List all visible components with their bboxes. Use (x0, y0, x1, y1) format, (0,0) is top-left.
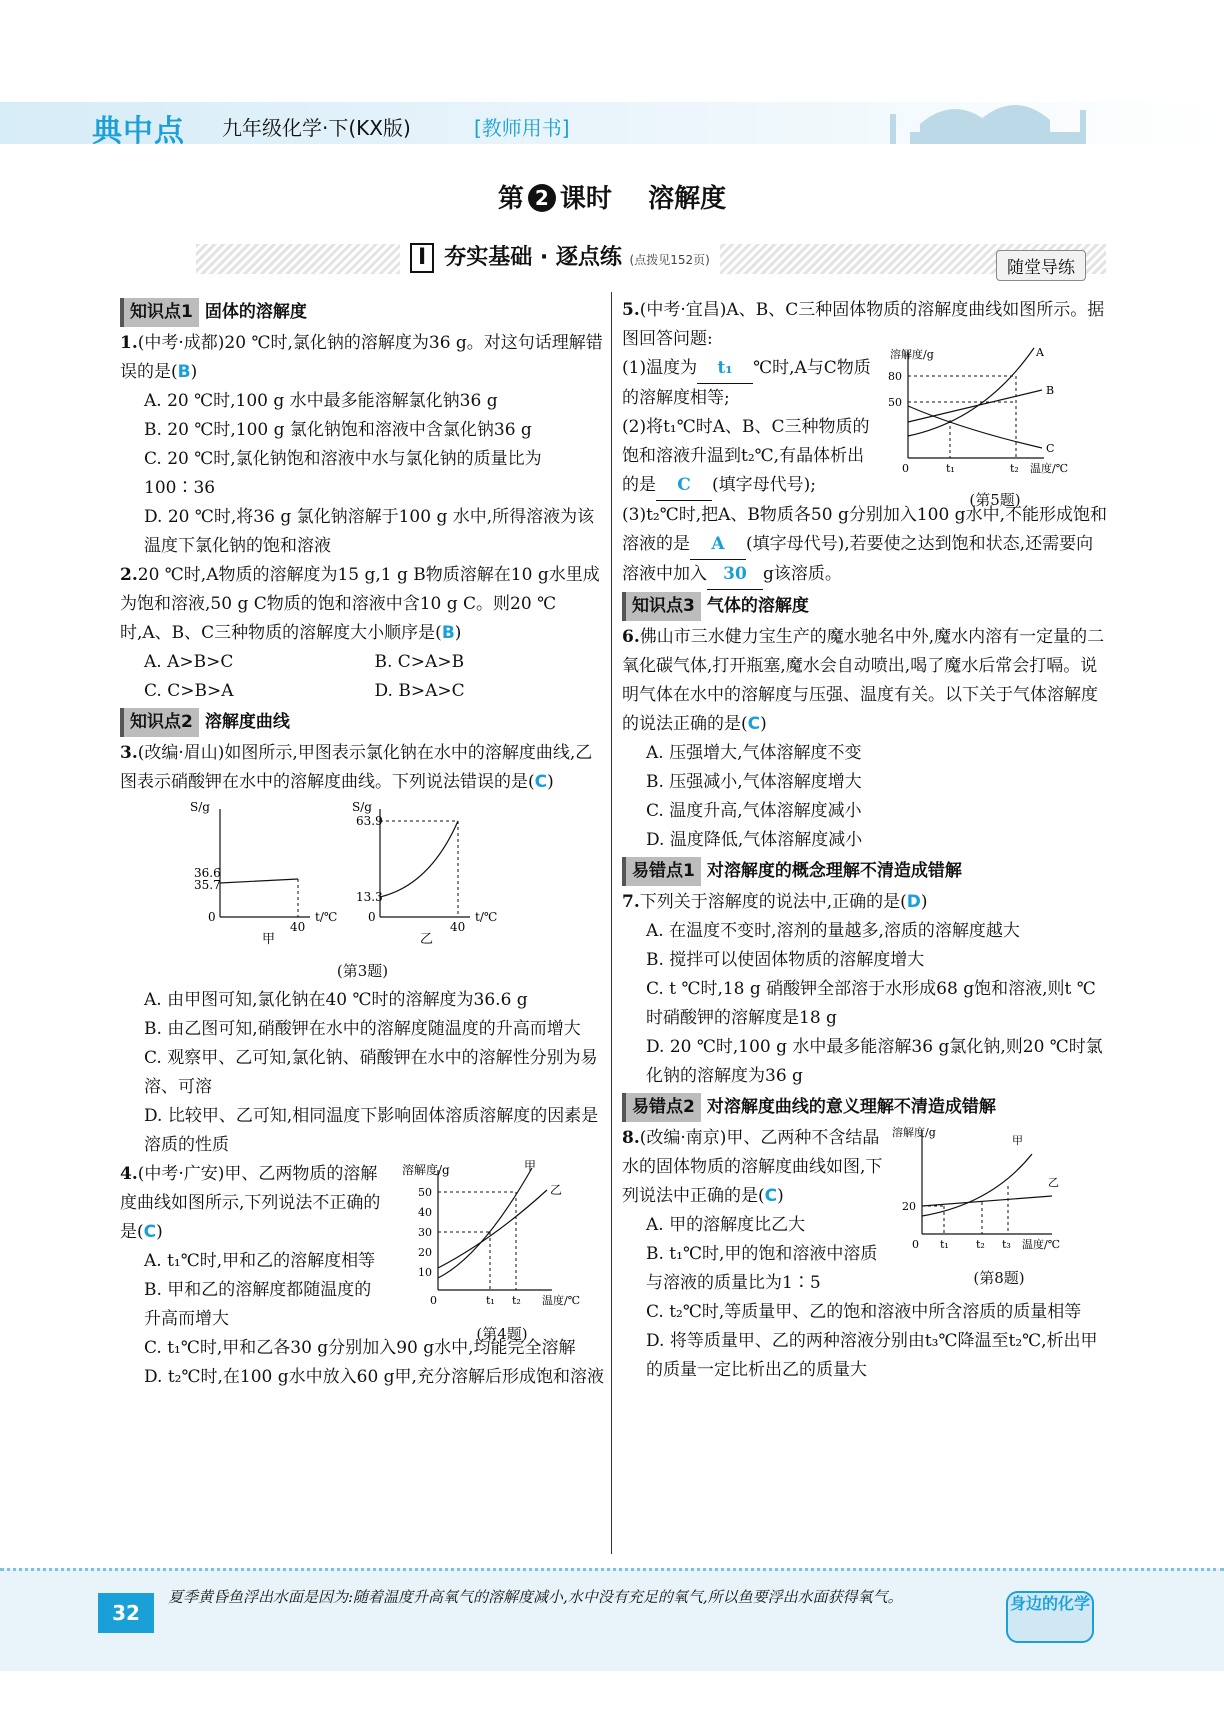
q-answer: C (747, 714, 761, 734)
q-stem: 20 ℃时,A物质的溶解度为15 g,1 g B物质溶解在10 g水里成为饱和溶液,50 g C物质的饱和溶液中含10 g C。则20 ℃时,A、B、C三种物质的溶解度大小顺序是( (120, 565, 600, 643)
q-answer: D (906, 892, 921, 912)
tick-label: 0 (902, 462, 909, 475)
tick-label: 80 (888, 370, 902, 383)
option-b: B. 压强减小,气体溶解度增大 (646, 772, 862, 792)
kp-tag: 知识点1 (120, 298, 199, 327)
x-axis-label: 温度/℃ (1022, 1238, 1061, 1251)
q-close: ) (920, 892, 928, 912)
option-a: A. A>B>C (144, 652, 234, 672)
q-stem: 下列关于溶解度的说法中,正确的是( (639, 892, 907, 912)
section-title: 夯实基础 · 逐点练 (444, 245, 622, 270)
y-axis-label: 溶解度/g (402, 1163, 450, 1177)
curve-b (908, 390, 1042, 422)
tick-label: 40 (418, 1206, 432, 1219)
kp-title: 气体的溶解度 (706, 596, 809, 616)
option-a: A. 20 ℃时,100 g 水中最多能溶解氯化钠36 g (144, 391, 498, 411)
option-b: B. C>A>B (374, 652, 465, 672)
curve-a (908, 348, 1034, 436)
tick-label: t₁ (940, 1238, 949, 1251)
lesson-name: 溶解度 (648, 184, 727, 214)
q-answer: C (534, 772, 548, 792)
page-header (0, 78, 1224, 148)
series-label-a: A (1036, 346, 1044, 359)
answer-blank: A (690, 530, 746, 560)
tick-label: 36.6 (194, 866, 221, 880)
option-d: D. 20 ℃时,将36 g 氯化钠溶解于100 g 水中,所得溶液为该温度下氯化钠的饱和溶液 (144, 507, 595, 556)
nacl-curve (220, 879, 298, 883)
tick-label: 13.3 (356, 890, 383, 904)
figure-caption: (第8题) (973, 1269, 1025, 1287)
part-text: g该溶质。 (763, 564, 842, 584)
q-answer: B (177, 362, 191, 382)
kp-tag: 易错点1 (622, 857, 701, 886)
right-column (622, 296, 1107, 1385)
series-label-yi: 乙 (1048, 1176, 1059, 1189)
q-close: ) (190, 362, 198, 382)
q-stem: (改编·南京)甲、乙两种不含结晶水的固体物质的溶解度曲线如图,下列说法中正确的是( (622, 1128, 883, 1206)
option-c: C. 20 ℃时,氯化钠饱和溶液中水与氯化钠的质量比为100∶36 (144, 449, 542, 498)
tick-label: t₁ (946, 462, 955, 475)
figure-8-graph (892, 1124, 1106, 1254)
tick-label: 50 (418, 1186, 432, 1199)
tick-label: 0 (430, 1294, 437, 1307)
q-number: 7. (622, 892, 640, 912)
x-axis-label: t/℃ (315, 910, 338, 924)
tick-label: 20 (418, 1246, 432, 1259)
q-number: 8. (622, 1128, 640, 1148)
section-ref: (点拨见152页) (629, 253, 710, 267)
q-close: ) (156, 1222, 163, 1242)
tick-label: t₂ (1010, 462, 1019, 475)
option-b: B. t₁℃时,甲的饱和溶液中溶质与溶液的质量比为1∶5 (646, 1244, 878, 1293)
q-stem: 佛山市三水健力宝生产的魔水驰名中外,魔水内溶有一定量的二氧化碳气体,打开瓶塞,魔水会自动喷出,喝了魔水后常会打嗝。说明气体在水中的溶解度与压强、温度有关。以下关于气体溶解度的说法正确的是( (622, 627, 1105, 734)
graph-yi (352, 800, 497, 947)
error-point-2 (622, 1093, 996, 1122)
tick-label: 0 (912, 1238, 919, 1251)
x-axis-label: 温度/℃ (542, 1294, 581, 1307)
tick-label: 63.9 (356, 814, 383, 828)
tick-label: 30 (418, 1226, 432, 1239)
x-axis-label: t/℃ (475, 910, 498, 924)
q-close: ) (777, 1186, 784, 1206)
question-1 (120, 329, 605, 561)
q5-part-1 (622, 354, 872, 413)
figure-caption: (第3题) (336, 962, 389, 980)
series-label-yi: 乙 (550, 1183, 563, 1197)
kno3-curve (380, 821, 458, 897)
option-c: C. 温度升高,气体溶解度减小 (646, 801, 862, 821)
q-number: 5. (622, 300, 640, 320)
lesson-number: 2 (528, 184, 556, 212)
knowledge-point-3 (622, 592, 809, 621)
q-close: ) (454, 623, 462, 643)
series-label-jia: 甲 (524, 1160, 537, 1173)
option-d: D. B>A>C (374, 681, 465, 701)
lesson-suffix: 课时 (559, 184, 612, 214)
question-4 (120, 1160, 605, 1392)
option-c: C. t₂℃时,等质量甲、乙的饱和溶液中所含溶质的质量相等 (646, 1302, 1082, 1322)
tick-label: t₂ (976, 1238, 985, 1251)
section-roman: I (410, 243, 434, 273)
option-a: A. 由甲图可知,氯化钠在40 ℃时的溶解度为36.6 g (144, 990, 528, 1010)
section-heading (400, 240, 720, 276)
figure-4-graph (402, 1160, 602, 1310)
knowledge-point-2 (120, 708, 290, 737)
option-a: A. 在温度不变时,溶剂的量越多,溶质的溶解度越大 (646, 921, 1020, 941)
option-c: C. C>B>A (144, 681, 234, 701)
q-number: 3. (120, 743, 138, 763)
tick-label: 0 (208, 910, 216, 924)
option-d: D. 比较甲、乙可知,相同温度下影响固体溶质溶解度的因素是溶质的性质 (144, 1106, 599, 1155)
tick-label: 40 (290, 920, 306, 934)
tick-label: 35.7 (194, 878, 221, 892)
error-point-1 (622, 857, 962, 886)
q-answer: C (764, 1186, 778, 1206)
part-text: ℃时,A与C物质的溶解度相等; (622, 358, 871, 408)
figure-5-graph (884, 346, 1106, 476)
figure-4 (402, 1160, 602, 1349)
option-b: B. 20 ℃时,100 g 氯化钠饱和溶液中含氯化钠36 g (144, 420, 532, 440)
q-close: ) (760, 714, 767, 734)
kp-tag: 易错点2 (622, 1093, 701, 1122)
option-d: D. 温度降低,气体溶解度减小 (646, 830, 863, 850)
part-text: (2)将t₁℃时A、B、C三种物质的饱和溶液升温到t₂℃,有晶体析出的是 (622, 417, 870, 495)
option-a: A. 甲的溶解度比乙大 (646, 1215, 806, 1235)
figure-8 (892, 1124, 1106, 1293)
options-row-2 (120, 677, 605, 706)
figure-5 (884, 346, 1106, 515)
q-stem: (改编·眉山)如图所示,甲图表示氯化钠在水中的溶解度曲线,乙图表示硝酸钾在水中的溶解度曲线。下列说法错误的是( (120, 743, 593, 792)
graph-label-yi: 乙 (420, 932, 434, 947)
series-label-jia: 甲 (1012, 1134, 1023, 1147)
teacher-edition: [教师用书] (474, 116, 570, 140)
tick-label: t₃ (1002, 1238, 1011, 1251)
option-b: B. 搅拌可以使固体物质的溶解度增大 (646, 950, 925, 970)
question-6 (622, 623, 1107, 855)
q5-part-2 (622, 413, 872, 501)
figure-3 (120, 797, 605, 986)
tick-label: t₁ (486, 1294, 495, 1307)
series-label-b: B (1046, 384, 1055, 397)
question-5 (622, 296, 1107, 590)
option-d: D. t₂℃时,在100 g水中放入60 g甲,充分溶解后形成饱和溶液 (144, 1367, 604, 1387)
question-8 (622, 1124, 1107, 1385)
option-c: C. 观察甲、乙可知,氯化钠、硝酸钾在水中的溶解性分别为易溶、可溶 (144, 1048, 598, 1097)
answer-blank: t₁ (697, 354, 753, 384)
q-answer: B (441, 623, 455, 643)
kp-tag: 知识点3 (622, 592, 701, 621)
option-c: C. t ℃时,18 g 硝酸钾全部溶于水形成68 g饱和溶液,则t ℃时硝酸钾的溶解度是18 g (646, 979, 1096, 1028)
kp-title: 溶解度曲线 (204, 712, 290, 732)
kp-title: 对溶解度曲线的意义理解不清造成错解 (706, 1097, 996, 1117)
graph-jia (190, 800, 337, 947)
page-number: 32 (98, 1593, 154, 1633)
tick-label: 0 (368, 910, 376, 924)
curve-c (908, 406, 1042, 448)
question-7 (622, 888, 1107, 1091)
figure-caption: (第4题) (476, 1325, 528, 1343)
q-stem: (中考·广安)甲、乙两物质的溶解度曲线如图所示,下列说法不正确的是( (120, 1164, 381, 1242)
q-number: 2. (120, 565, 138, 585)
tick-label: t₂ (512, 1294, 521, 1307)
option-d: D. 20 ℃时,100 g 水中最多能溶解36 g氯化钠,则20 ℃时氯化钠的溶解度为36 g (646, 1037, 1103, 1086)
q-number: 6. (622, 627, 640, 647)
option-b: B. 由乙图可知,硝酸钾在水中的溶解度随温度的升高而增大 (144, 1019, 581, 1039)
kp-title: 固体的溶解度 (204, 302, 307, 322)
y-axis-label: S/g (190, 800, 210, 814)
option-d: D. 将等质量甲、乙的两种溶液分别由t₃℃降温至t₂℃,析出甲的质量一定比析出乙的质量大 (646, 1331, 1098, 1380)
graph-label-jia: 甲 (262, 932, 276, 947)
part-text: (3)t₂℃时,把A、B物质各50 g分别加入100 g水中,不能形成饱和溶液的是 (622, 505, 1107, 554)
brand-logo: 典中点 (92, 114, 185, 149)
q-number: 1. (120, 333, 138, 353)
question-2 (120, 561, 605, 706)
column-divider (611, 292, 612, 1554)
y-axis-label: 溶解度/g (890, 348, 934, 361)
jia-curve (922, 1154, 1032, 1216)
chemistry-badge: 身边的化学 (1006, 1591, 1094, 1643)
answer-blank: 30 (707, 560, 763, 590)
side-label: 随堂导练 (996, 250, 1086, 281)
option-a: A. t₁℃时,甲和乙的溶解度相等 (144, 1251, 376, 1271)
y-axis-label: S/g (352, 800, 372, 814)
series-label-c: C (1046, 442, 1055, 455)
jia-curve (438, 1168, 532, 1278)
tick-label: 40 (450, 920, 466, 934)
page-footer (0, 1568, 1224, 1671)
option-b: B. 甲和乙的溶解度都随温度的升高而增大 (144, 1280, 372, 1329)
left-column (120, 296, 605, 1392)
x-axis-label: 温度/℃ (1030, 462, 1069, 475)
q-number: 4. (120, 1164, 138, 1184)
mosque-skyline-icon (880, 84, 1110, 144)
tick-label: 50 (888, 396, 902, 409)
option-a: A. 压强增大,气体溶解度不变 (646, 743, 862, 763)
q-answer: C (143, 1222, 157, 1242)
part-text: (1)温度为 (622, 358, 698, 378)
question-3 (120, 739, 605, 1160)
y-axis-label: 溶解度/g (892, 1126, 936, 1139)
tick-label: 20 (902, 1200, 916, 1213)
q-close: ) (547, 772, 554, 792)
q-stem: (中考·成都)20 ℃时,氯化钠的溶解度为36 g。对这句话理解错误的是( (120, 333, 603, 382)
yi-curve (922, 1196, 1052, 1206)
option-c: C. t₁℃时,甲和乙各30 g分别加入90 g水中,均能完全溶解 (144, 1338, 576, 1358)
answer-blank: C (656, 471, 712, 501)
part-text: (填字母代号),若要使之达到饱和状态,还需要向溶液中加入 (622, 534, 1094, 584)
part-text: (填字母代号); (712, 475, 816, 495)
q-stem: (中考·宜昌)A、B、C三种固体物质的溶解度曲线如图所示。据图回答问题: (622, 300, 1105, 349)
figure-caption: (第5题) (969, 491, 1021, 509)
tick-label: 10 (418, 1266, 432, 1279)
footer-tip: 夏季黄昏鱼浮出水面是因为:随着温度升高氧气的溶解度减小,水中没有充足的氧气,所以鱼要浮出水面获得氧气。 (168, 1588, 903, 1606)
book-title: 九年级化学·下(KX版) (222, 116, 411, 140)
figure-3-graphs (120, 797, 600, 947)
lesson-prefix: 第 (497, 184, 524, 214)
kp-title: 对溶解度的概念理解不清造成错解 (706, 861, 962, 881)
lesson-title (0, 178, 1224, 215)
knowledge-point-1 (120, 298, 307, 327)
kp-tag: 知识点2 (120, 708, 199, 737)
options-row-1 (120, 648, 605, 677)
